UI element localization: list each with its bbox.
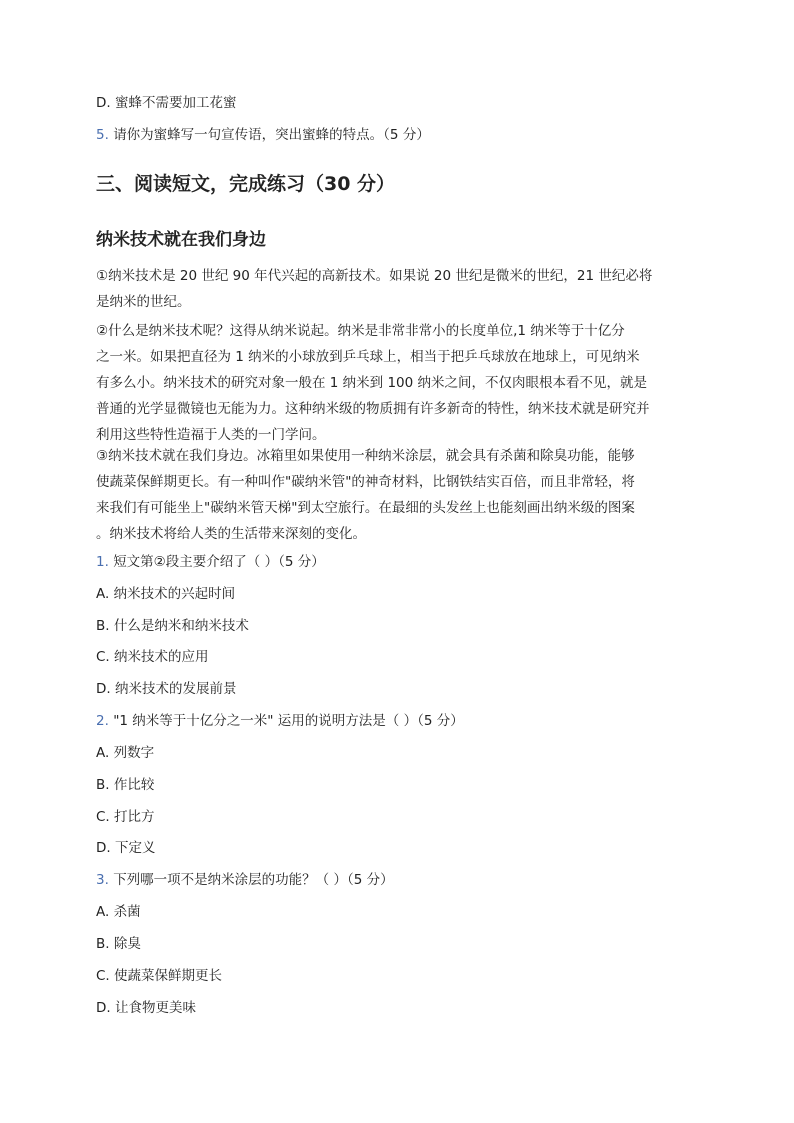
question-number: 5. (96, 127, 109, 143)
option-b: B. 什么是纳米和纳米技术 (96, 618, 249, 634)
question-number: 1. (96, 554, 109, 570)
question-1 (96, 553, 325, 571)
article-title: 纳米技术就在我们身边 (96, 230, 266, 250)
prev-question-5 (96, 126, 430, 144)
option-b: B. 作比较 (96, 777, 155, 793)
section-title: 三、阅读短文，完成练习（30 分） (96, 173, 396, 195)
question-text: 下列哪一项不是纳米涂层的功能？（ ）（5 分） (113, 872, 394, 888)
paragraph-line: 使蔬菜保鲜期更长。有一种叫作"碳纳米管"的神奇材料，比钢铁结实百倍，而且非常轻，将 (96, 474, 635, 490)
option-a: A. 纳米技术的兴起时间 (96, 586, 236, 602)
option-d: D. 下定义 (96, 840, 156, 856)
option-c: C. 纳米技术的应用 (96, 649, 209, 665)
question-text: 短文第②段主要介绍了（ ）（5 分） (113, 554, 325, 570)
paragraph-2 (96, 318, 696, 448)
option-c: C. 使蔬菜保鲜期更长 (96, 968, 223, 984)
option-c: C. 打比方 (96, 809, 155, 825)
option-d: D. 纳米技术的发展前景 (96, 681, 237, 697)
paragraph-line: ②什么是纳米技术呢？这得从纳米说起。纳米是非常非常小的长度单位,1 纳米等于十亿分 (96, 323, 625, 339)
question-number: 2. (96, 713, 109, 729)
paragraph-line: 之一米。如果把直径为 1 纳米的小球放到乒乓球上，相当于把乒乓球放在地球上，可见纳米 (96, 349, 640, 365)
paragraph-line: ③纳米技术就在我们身边。冰箱里如果使用一种纳米涂层，就会具有杀菌和除臭功能，能够 (96, 448, 635, 464)
option-d: D. 让食物更美味 (96, 1000, 196, 1016)
paragraph-line: 有多么小。纳米技术的研究对象一般在 1 纳米到 100 纳米之间，不仅肉眼根本看不见，就是 (96, 375, 648, 391)
paragraph-line: 是纳米的世纪。 (96, 294, 191, 310)
option-b: B. 除臭 (96, 936, 141, 952)
question-text: "1 纳米等于十亿分之一米" 运用的说明方法是（ ）（5 分） (113, 713, 464, 729)
paragraph-3 (96, 443, 696, 547)
paragraph-line: ①纳米技术是 20 世纪 90 年代兴起的高新技术。如果说 20 世纪是微米的世纪，21 世纪必将 (96, 268, 653, 284)
prev-option-d: D. 蜜蜂不需要加工花蜜 (96, 95, 237, 111)
question-number: 3. (96, 872, 109, 888)
option-a: A. 杀菌 (96, 904, 141, 920)
question-3 (96, 871, 394, 889)
option-a: A. 列数字 (96, 745, 155, 761)
question-text: 请你为蜜蜂写一句宣传语，突出蜜蜂的特点。（5 分） (113, 127, 430, 143)
paragraph-line: 普通的光学显微镜也无能为力。这种纳米级的物质拥有许多新奇的特性，纳米技术就是研究并 (96, 401, 650, 417)
question-2 (96, 712, 464, 730)
paragraph-line: 来我们有可能坐上"碳纳米管天梯"到太空旅行。在最细的头发丝上也能刻画出纳米级的图案 (96, 500, 635, 516)
paragraph-1 (96, 263, 696, 315)
paragraph-line: 利用这些特性造福于人类的一门学问。 (96, 427, 326, 443)
paragraph-line: 。纳米技术将给人类的生活带来深刻的变化。 (96, 526, 366, 542)
